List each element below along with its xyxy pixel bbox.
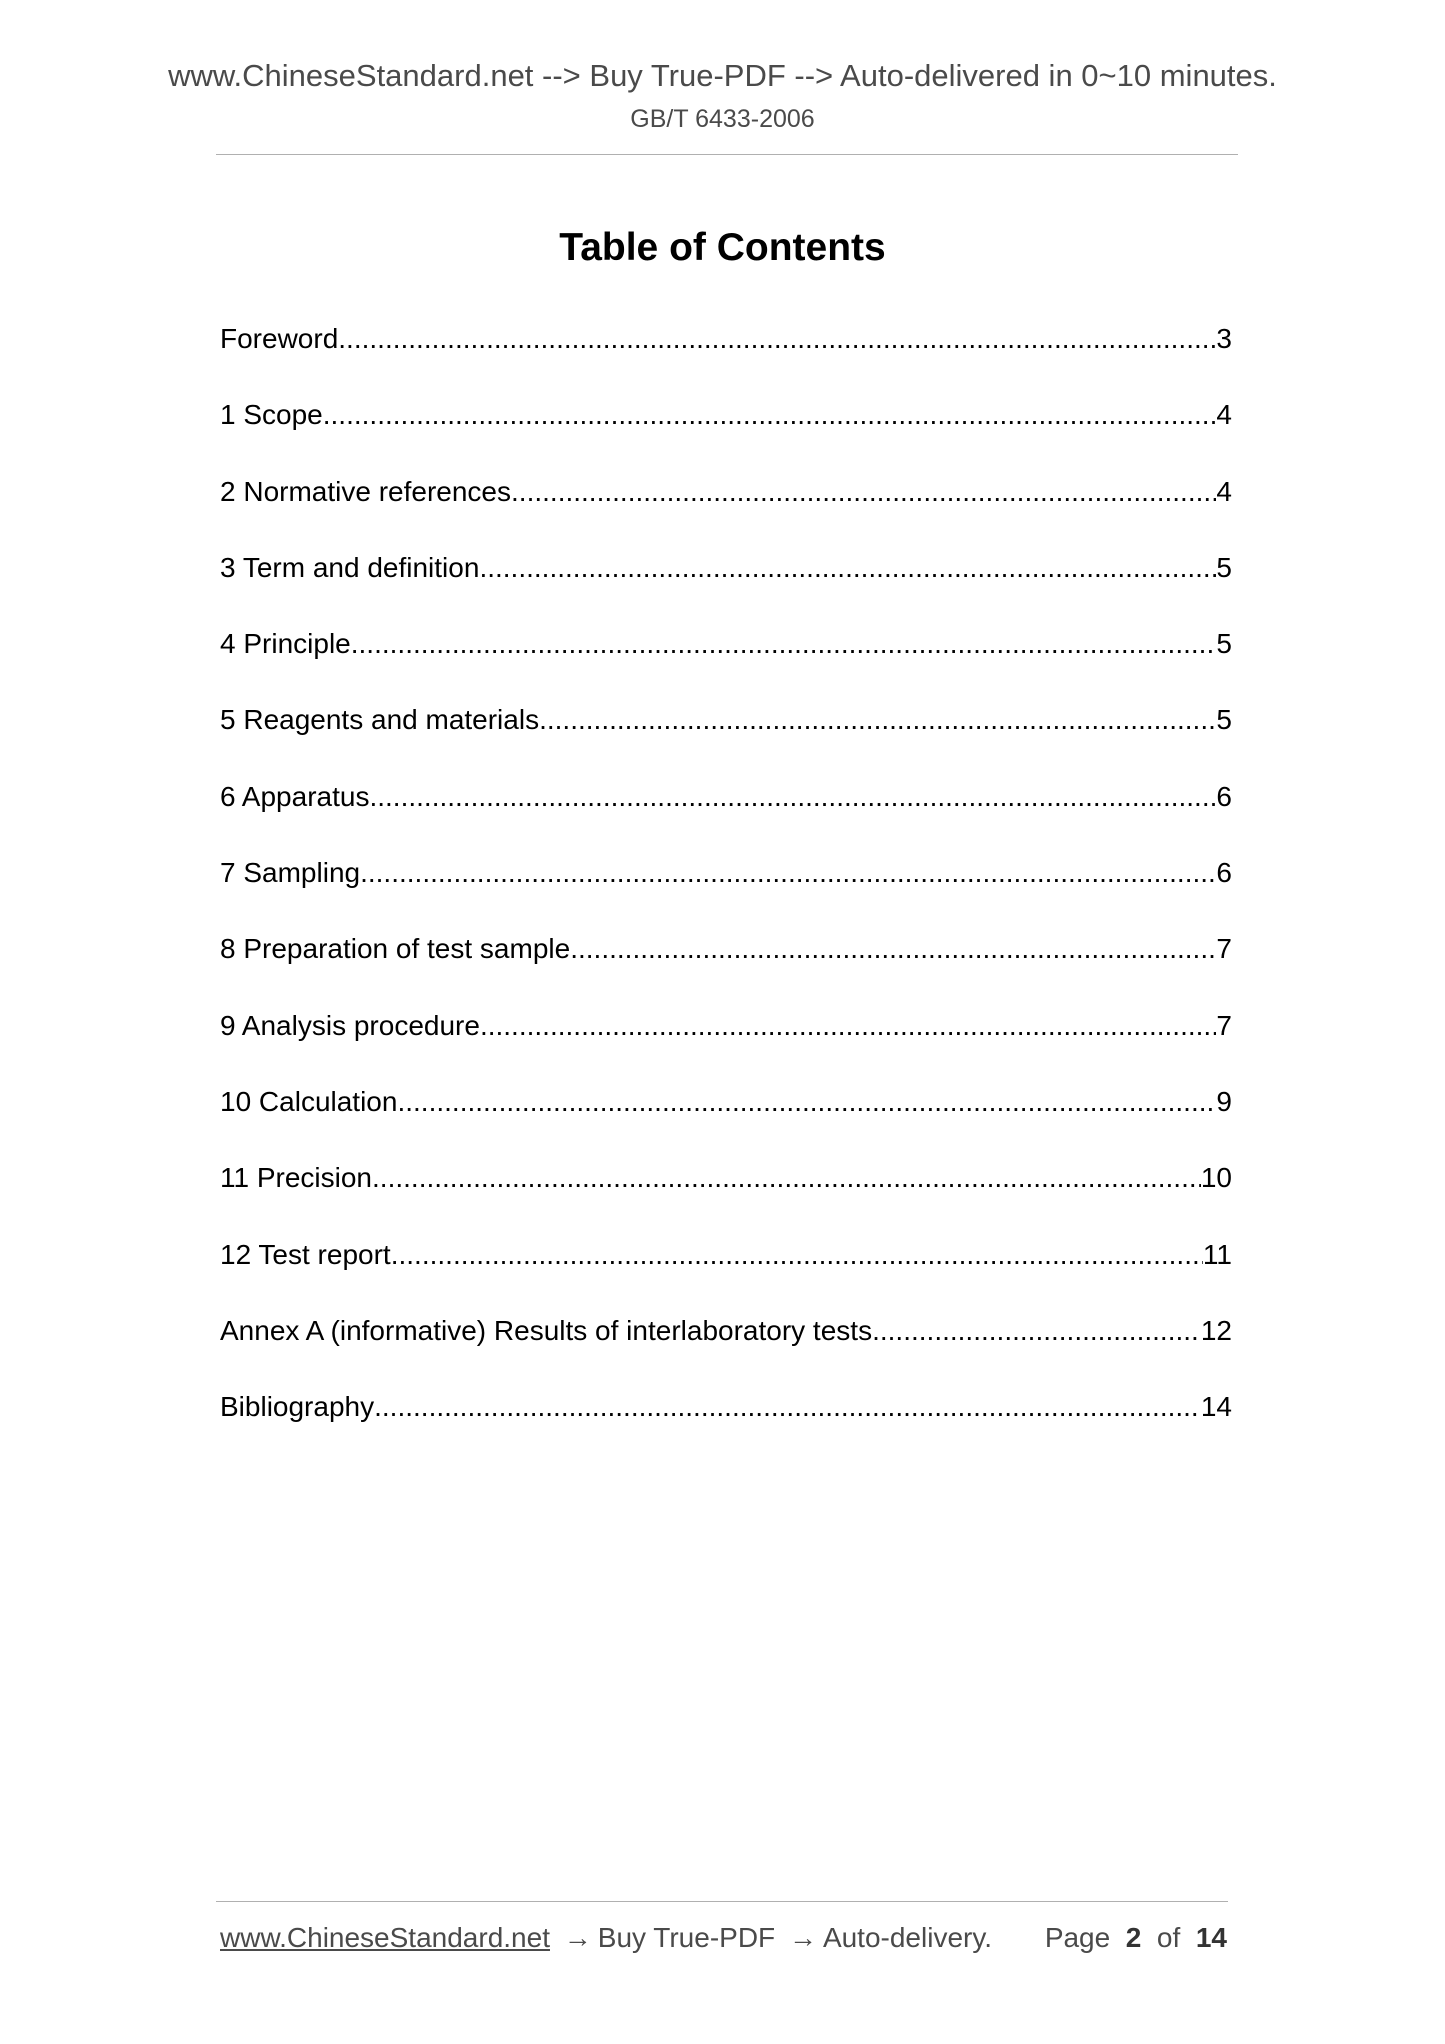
right-arrow-icon: → — [788, 1922, 817, 1953]
toc-entry-annex-a[interactable] — [220, 1307, 1232, 1383]
toc-entry-label: 4 Principle — [220, 628, 351, 660]
of-word: of — [1156, 1922, 1181, 1953]
toc-entry-foreword[interactable] — [220, 315, 1232, 391]
toc-dot-leader — [372, 1154, 1201, 1202]
toc-entry-label: 5 Reagents and materials — [220, 704, 540, 736]
toc-entry-test-report[interactable] — [220, 1231, 1232, 1307]
toc-entry-calculation[interactable] — [220, 1078, 1232, 1154]
toc-dot-leader — [338, 315, 1216, 363]
toc-entry-page: 11 — [1202, 1238, 1232, 1270]
toc-entry-label: 1 Scope — [220, 399, 323, 431]
toc-entry-principle[interactable] — [220, 620, 1232, 696]
toc-entry-page: 9 — [1216, 1085, 1232, 1117]
toc-dot-leader — [480, 1002, 1216, 1050]
toc-entry-normative-references[interactable] — [220, 468, 1232, 544]
toc-dot-leader — [360, 849, 1216, 897]
toc-dot-leader — [374, 1383, 1201, 1431]
toc-entry-label: 7 Sampling — [220, 857, 361, 889]
footer-buy-text: Buy True-PDF — [597, 1922, 776, 1953]
total-page-number: 14 — [1195, 1922, 1227, 1953]
toc-entry-preparation-of-test-sample[interactable] — [220, 925, 1232, 1001]
toc-dot-leader — [872, 1307, 1201, 1355]
toc-entry-label: Annex A (informative) Results of interlaboratory tests — [220, 1314, 873, 1346]
toc-dot-leader — [351, 620, 1217, 668]
toc-dot-leader — [397, 1078, 1216, 1126]
toc-entry-sampling[interactable] — [220, 849, 1232, 925]
toc-entry-bibliography[interactable] — [220, 1383, 1232, 1459]
toc-entry-page: 5 — [1216, 628, 1232, 660]
toc-dot-leader — [539, 696, 1216, 744]
toc-entry-page: 6 — [1216, 857, 1232, 889]
toc-dot-leader — [323, 391, 1217, 439]
toc-entry-label: 11 Precision — [220, 1162, 373, 1194]
header-banner: www.ChineseStandard.net --> Buy True-PDF --> Auto-delivered in 0~10 minutes. — [168, 58, 1277, 93]
toc-entry-page: 5 — [1216, 551, 1232, 583]
toc-dot-leader — [479, 544, 1216, 592]
toc-entry-label: 8 Preparation of test sample — [220, 933, 571, 965]
toc-entry-page: 12 — [1200, 1314, 1232, 1346]
toc-entry-scope[interactable] — [220, 391, 1232, 467]
toc-entry-page: 5 — [1216, 704, 1232, 736]
toc-entry-label: 2 Normative references — [220, 475, 512, 507]
footer-promo — [220, 1922, 992, 1954]
right-arrow-icon: → — [563, 1922, 592, 1953]
toc-entry-page: 7 — [1216, 933, 1232, 965]
toc-entry-page: 6 — [1216, 780, 1232, 812]
toc-entry-label: 10 Calculation — [220, 1085, 398, 1117]
document-code: GB/T 6433-2006 — [630, 105, 815, 133]
toc-entry-page: 10 — [1200, 1162, 1232, 1194]
header-divider — [216, 154, 1238, 155]
toc-entry-page: 14 — [1200, 1391, 1232, 1423]
toc-dot-leader — [369, 773, 1216, 821]
toc-entry-label: Foreword — [220, 323, 339, 354]
toc-list — [220, 315, 1232, 1459]
toc-dot-leader — [391, 1231, 1203, 1279]
toc-entry-label: Bibliography — [220, 1391, 375, 1423]
toc-dot-leader — [570, 925, 1216, 973]
page-indicator — [1045, 1922, 1227, 1954]
toc-entry-page: 7 — [1216, 1009, 1232, 1041]
toc-title: Table of Contents — [559, 226, 886, 270]
toc-dot-leader — [511, 468, 1216, 516]
toc-entry-term-and-definition[interactable] — [220, 544, 1232, 620]
toc-entry-page: 4 — [1216, 399, 1232, 431]
toc-entry-page: 3 — [1216, 323, 1232, 354]
toc-entry-apparatus[interactable] — [220, 773, 1232, 849]
toc-entry-label: 12 Test report — [220, 1238, 391, 1270]
toc-entry-precision[interactable] — [220, 1154, 1232, 1230]
footer-divider — [216, 1901, 1228, 1902]
page-word: Page — [1044, 1922, 1111, 1953]
toc-entry-label: 9 Analysis procedure — [220, 1009, 480, 1041]
footer-site-link[interactable]: www.ChineseStandard.net — [220, 1922, 550, 1953]
toc-entry-reagents-and-materials[interactable] — [220, 696, 1232, 772]
toc-entry-label: 3 Term and definition — [220, 551, 480, 583]
current-page-number: 2 — [1125, 1922, 1142, 1953]
footer-delivery-text: Auto-delivery. — [822, 1922, 993, 1953]
toc-entry-label: 6 Apparatus — [220, 780, 370, 812]
toc-entry-analysis-procedure[interactable] — [220, 1002, 1232, 1078]
toc-entry-page: 4 — [1216, 475, 1232, 507]
